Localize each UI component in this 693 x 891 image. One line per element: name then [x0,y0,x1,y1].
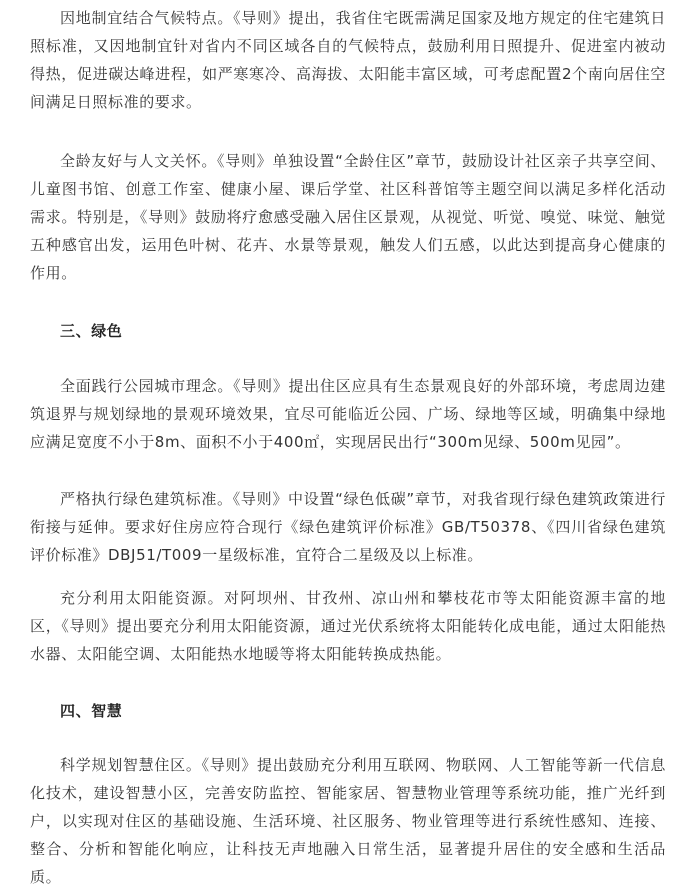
paragraph-all-age: 全龄友好与人文关怀。《导则》单独设置“全龄住区”章节，鼓励设计社区亲子共享空间、儿童图书馆、创意工作室、健康小屋、课后学堂、社区科普馆等主题空间以满足多样化活动需求。特别是，《导则》鼓励将疗愈感受融入居住区景观，从视觉、听觉、嗅觉、味觉、触觉五种感官出发，运用色叶树、花卉、水景等景观，触发人们五感，以此达到提高身心健康的作用。 [30,152,666,282]
paragraph-green-building: 严格执行绿色建筑标准。《导则》中设置“绿色低碳”章节，对我省现行绿色建筑政策进行衔接与延伸。要求好住房应符合现行《绿色建筑评价标准》GB/T50378、《四川省绿色建筑评价标准》DBJ51/T009一星级标准，宜符合二星级及以上标准。 [30,490,666,564]
paragraph-climate: 因地制宜结合气候特点。《导则》提出，我省住宅既需满足国家及地方规定的住宅建筑日照标准，又因地制宜针对省内不同区域各自的气候特点，鼓励利用日照提升、促进室内被动得热，促进碳达峰进程，如严寒寒冷、高海拔、太阳能丰富区域，可考虑配置2个南向居住空间满足日照标准的要求。 [30,9,666,111]
paragraph-park-city: 全面践行公园城市理念。《导则》提出住区应具有生态景观良好的外部环境，考虑周边建筑退界与规划绿地的景观环境效果，宜尽可能临近公园、广场、绿地等区域，明确集中绿地应满足宽度不小于8m、面积不小于400㎡，实现居民出行“300m见绿、500m见园”。 [30,377,666,451]
paragraph-solar: 充分利用太阳能资源。对阿坝州、甘孜州、凉山州和攀枝花市等太阳能资源丰富的地区，《导则》提出要充分利用太阳能资源，通过光伏系统将太阳能转化成电能，通过太阳能热水器、太阳能空调、太阳能热水地暖等将太阳能转换成热能。 [30,589,666,663]
paragraph-smart-community: 科学规划智慧住区。《导则》提出鼓励充分利用互联网、物联网、人工智能等新一代信息化技术，建设智慧小区，完善安防监控、智能家居、智慧物业管理等系统功能，推广光纤到户，以实现对住区的基础设施、生活环境、社区服务、物业管理等进行系统性感知、连接、整合、分析和智能化响应，让科技无声地融入日常生活，显著提升居住的安全感和生活品质。 [30,756,666,886]
section-heading-green: 三、绿色 [60,322,123,340]
section-heading-smart: 四、智慧 [60,702,123,720]
